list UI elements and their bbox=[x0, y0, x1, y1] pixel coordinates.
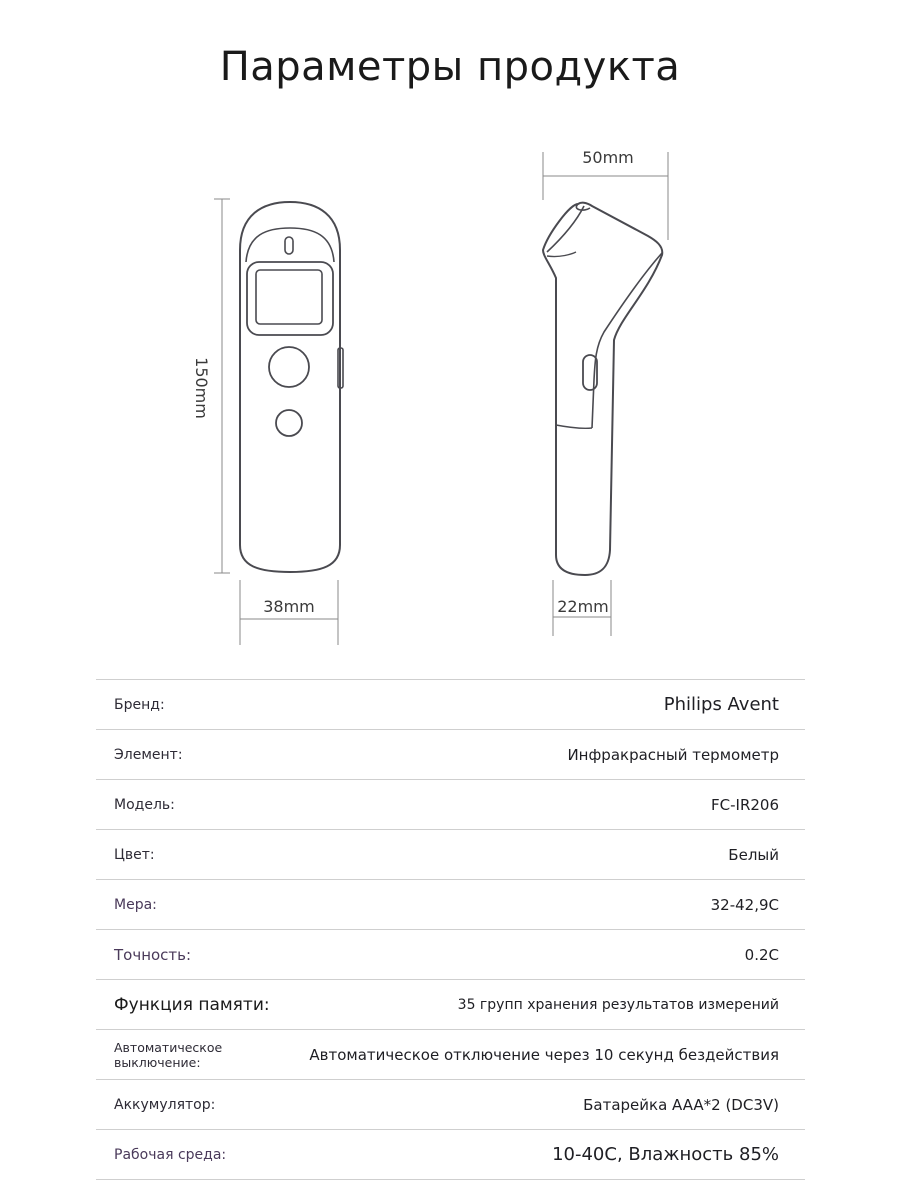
spec-label: Модель: bbox=[114, 796, 175, 813]
spec-row-color bbox=[96, 829, 805, 879]
spec-value: 10-40C, Влажность 85% bbox=[552, 1144, 779, 1165]
spec-value: Philips Avent bbox=[663, 694, 779, 715]
spec-label: Рабочая среда: bbox=[114, 1146, 227, 1163]
side-body bbox=[543, 203, 662, 575]
spec-row-memory bbox=[96, 979, 805, 1029]
spec-row-brand bbox=[96, 679, 805, 729]
spec-row-model bbox=[96, 779, 805, 829]
page-title: Параметры продукта bbox=[219, 44, 681, 90]
spec-label: Автоматическое выключение: bbox=[114, 1039, 223, 1070]
height-label: 150mm bbox=[192, 357, 211, 419]
spec-label: Бренд: bbox=[114, 696, 165, 713]
spec-label: Аккумулятор: bbox=[114, 1096, 216, 1113]
side-view bbox=[543, 152, 668, 636]
spec-value: Белый bbox=[728, 845, 779, 864]
specs-table bbox=[96, 679, 805, 1180]
spec-value: FC-IR206 bbox=[711, 795, 779, 814]
spec-label: Цвет: bbox=[114, 846, 155, 863]
spec-label: Точность: bbox=[114, 945, 192, 964]
spec-row-measure bbox=[96, 879, 805, 929]
spec-value: Автоматическое отключение через 10 секунд бездействия bbox=[309, 1045, 779, 1064]
spec-label: Мера: bbox=[114, 896, 157, 913]
front-view bbox=[214, 199, 343, 645]
spec-value: 32-42,9C bbox=[710, 895, 779, 914]
spec-row-accuracy bbox=[96, 929, 805, 979]
spec-label: Элемент: bbox=[114, 746, 183, 763]
spec-value: Инфракрасный термометр bbox=[567, 745, 779, 764]
secondary-button bbox=[276, 410, 302, 436]
side-bottom-width-label: 22mm bbox=[557, 597, 609, 616]
spec-row-environment bbox=[96, 1129, 805, 1180]
spec-value: 0.2C bbox=[744, 945, 779, 964]
spec-value: Батарейка AAA*2 (DC3V) bbox=[583, 1095, 779, 1114]
spec-value: 35 групп хранения результатов измерений bbox=[457, 996, 779, 1013]
spec-row-element bbox=[96, 729, 805, 779]
spec-row-auto-off bbox=[96, 1029, 805, 1079]
side-top-width-label: 50mm bbox=[582, 148, 634, 167]
sensor-slot bbox=[285, 237, 293, 254]
display-screen bbox=[256, 270, 322, 324]
spec-row-battery bbox=[96, 1079, 805, 1129]
spec-label: Функция памяти: bbox=[114, 994, 270, 1015]
front-width-label: 38mm bbox=[263, 597, 315, 616]
main-button bbox=[269, 347, 309, 387]
